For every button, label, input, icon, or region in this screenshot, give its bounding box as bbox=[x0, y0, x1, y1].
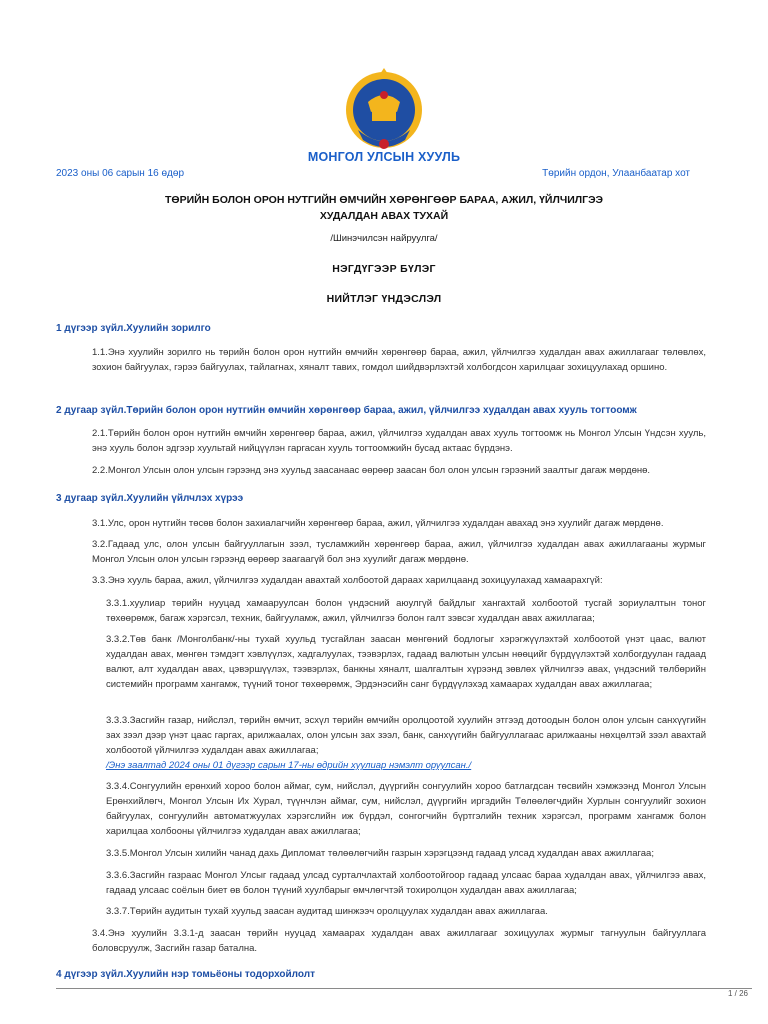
paragraph: 3.3.Энэ хууль бараа, ажил, үйлчилгээ худалдан авахтай холбоотой дараах харилцаанд зохицуулахад хамаарахгүй: bbox=[92, 575, 603, 586]
subparagraph: 3.3.2.Төв банк /Монголбанк/-ны тухай хуульд тусгайлан заасан мөнгөний бодлогыг хэрэгжүүлэхтэй холбоотой үнэт цаас, валют худалдан авах, мөнгөн тэмдэгт хэвлүүлэх, хадгалуулах, тээвэрлэх, гадаад валютын улсын нөөцийг бүрдүүлэхтэй холбогдуулан гадаад валют, алт худалдан авах, цэвэршүүлэх, тээвэрлэх, банкны хяналт, шалгалтын хүрээнд зөвлөх үйлчилгээ авах, үндэсний төлбөрийн системийн программ хангамж, түүний тоног төхөөрөмж, Эрдэнэсийн санг бүрдүүлэхэд хамаарах худалдан авах ажиллагаа; bbox=[106, 634, 706, 690]
paragraph: 2.1.Төрийн болон орон нутгийн өмчийн хөрөнгөөр бараа, ажил, үйлчилгээ худалдан авах хууль тогтоомж нь Монгол Улсын Үндсэн хууль, энэ хууль болон эдгээр хуультай нийцүүлэн гаргасан хууль тогтоомжийн бусад актаас бүрдэнэ. bbox=[92, 428, 706, 454]
document-title bbox=[60, 192, 708, 224]
paragraph: 2.2.Монгол Улсын олон улсын гэрээнд энэ хуульд заасанаас өөрөөр заасан бол олон улсын гэрээний заалтыг дагаж мөрдөнө. bbox=[92, 465, 651, 476]
paragraph: 3.1.Улс, орон нутгийн төсөв болон захиалагчийн хөрөнгөөр бараа, ажил, үйлчилгээ худалдан авахад энэ хуулийг дагаж мөрдөнө. bbox=[92, 518, 664, 529]
law-name: МОНГОЛ УЛСЫН ХУУЛЬ bbox=[307, 150, 461, 164]
subparagraph-text: 3.3.3.Засгийн газар, нийслэл, төрийн өмчит, эсхүл төрийн өмчийн оролцоотой хуулийн этгээд дотоодын болон олон улсын санхүүгийн зах зээл дээр үнэт цаас гаргах, арилжаалах, олон улсын зах зээл, банк, санхүүгийн байгууллагаас арилжааны нөхцөлтэй зээл авахтай холбоотой үйлчилгээ худалдан авах ажиллагаа; bbox=[106, 715, 706, 756]
article-heading: 1 дүгээр зүйл.Хуулийн зорилго bbox=[56, 323, 211, 334]
title-line-2: ХУДАЛДАН АВАХ ТУХАЙ bbox=[319, 210, 449, 222]
article-heading: 3 дугаар зүйл.Хуулийн үйлчлэх хүрээ bbox=[56, 493, 244, 504]
enactment-date: 2023 оны 06 сарын 16 өдөр bbox=[56, 168, 185, 179]
subparagraph: 3.3.5.Монгол Улсын хилийн чанад дахь Дипломат төлөөлөгчийн газрын хэрэгцээнд гадаад улсад худалдан авах ажиллагаа; bbox=[106, 848, 654, 859]
subparagraph: 3.3.7.Төрийн аудитын тухай хуульд заасан аудитад шинжээч оролцуулах худалдан авах ажиллагаа. bbox=[106, 906, 548, 917]
article-heading: 2 дугаар зүйл.Төрийн болон орон нутгийн өмчийн хөрөнгөөр бараа, ажил, үйлчилгээ худалдан авах хууль тогтоомж bbox=[56, 405, 637, 416]
page-number: 1 / 26 bbox=[727, 989, 748, 998]
enactment-place: Төрийн ордон, Улаанбаатар хот bbox=[542, 168, 690, 179]
subparagraph bbox=[106, 713, 706, 773]
paragraph: 3.2.Гадаад улс, олон улсын байгууллагын зээл, тусламжийн хөрөнгөөр бараа, ажил, үйлчилгээ худалдан авах ажиллагааны журмыг Монгол Улсын олон улсын гэрээнд өөрөөр заагаагүй бол энэ хуулийг дагаж мөрдөнө. bbox=[92, 539, 706, 565]
paragraph: 3.4.Энэ хуулийн 3.3.1-д заасан төрийн нууцад хамаарах худалдан авах ажиллагааг зохицуулах журмыг тагнуулын байгууллага боловсруулж, Засгийн газар батална. bbox=[92, 928, 706, 954]
subparagraph: 3.3.1.хуулиар төрийн нууцад хамааруулсан болон үндэсний аюулгүй байдлыг хангахтай холбоотой тусгай зориулалтын тоног төхөөрөмж, багаж хэрэгсэл, техник, байгууламж, ажил, үйлчилгээ болон галт зэвсэг худалдан авах ажиллагаа; bbox=[106, 598, 706, 624]
paragraph: 1.1.Энэ хуулийн зорилго нь төрийн болон орон нутгийн өмчийн хөрөнгөөр бараа, ажил, үйлчилгээ худалдан авах ажиллагааг төлөвлөх, зохион байгуулах, гэрээ байгуулах, тайлагнах, хяналт тавих, гомдол шийдвэрлэхтэй холбогдсон харилцааг зохицуулахад оршино. bbox=[92, 347, 706, 373]
footer-divider bbox=[56, 988, 752, 989]
title-line-1: ТӨРИЙН БОЛОН ОРОН НУТГИЙН ӨМЧИЙН ХӨРӨНГӨӨР БАРАА, АЖИЛ, ҮЙЛЧИЛГЭЭ bbox=[164, 194, 604, 206]
chapter-name: НИЙТЛЭГ ҮНДЭСЛЭЛ bbox=[326, 293, 442, 305]
chapter-number: НЭГДҮГЭЭР БҮЛЭГ bbox=[332, 263, 436, 275]
edition-note: /Шинэчилсэн найруулга/ bbox=[330, 233, 438, 244]
amendment-link[interactable]: /Энэ заалтад 2024 оны 01 дүгээр сарын 17-ны өдрийн хуулиар нэмэлт оруулсан./ bbox=[106, 760, 472, 771]
subparagraph: 3.3.4.Сонгуулийн ерөнхий хороо болон аймаг, сум, нийслэл, дүүргийн сонгуулийн хороо батлагдсан төсвийн хэмжээнд Монгол Улсын Ерөнхийлөгч, Монгол Улсын Их Хурал, түүнчлэн аймаг, сум, нийслэл, дүүргийн иргэдийн Төлөөлөгчдийн Хурлын сонгуулийг зохион байгуулах, сонгуулийн автоматжуулах хэрэгслийн иж бүрдэл, сонгогчийн бүртгэлийн техник хэрэгсэл, программ хангамж болон харилцаа холбооны үйлчилгээ худалдан авах ажиллагаа; bbox=[106, 781, 706, 837]
article-heading: 4 дүгээр зүйл.Хуулийн нэр томьёоны тодорхойлолт bbox=[56, 969, 315, 980]
state-emblem-icon bbox=[334, 62, 434, 162]
subparagraph: 3.3.6.Засгийн газраас Монгол Улсыг гадаад улсад сурталчлахтай холбоотойгоор гадаад улсаас бараа худалдан авах, үйлчилгээ авах, гадаад улсаас соёлын биет өв болон түүний хуулбарыг өмчлөгчтэй тохиролцон худалдан авах ажиллагаа; bbox=[106, 870, 706, 896]
